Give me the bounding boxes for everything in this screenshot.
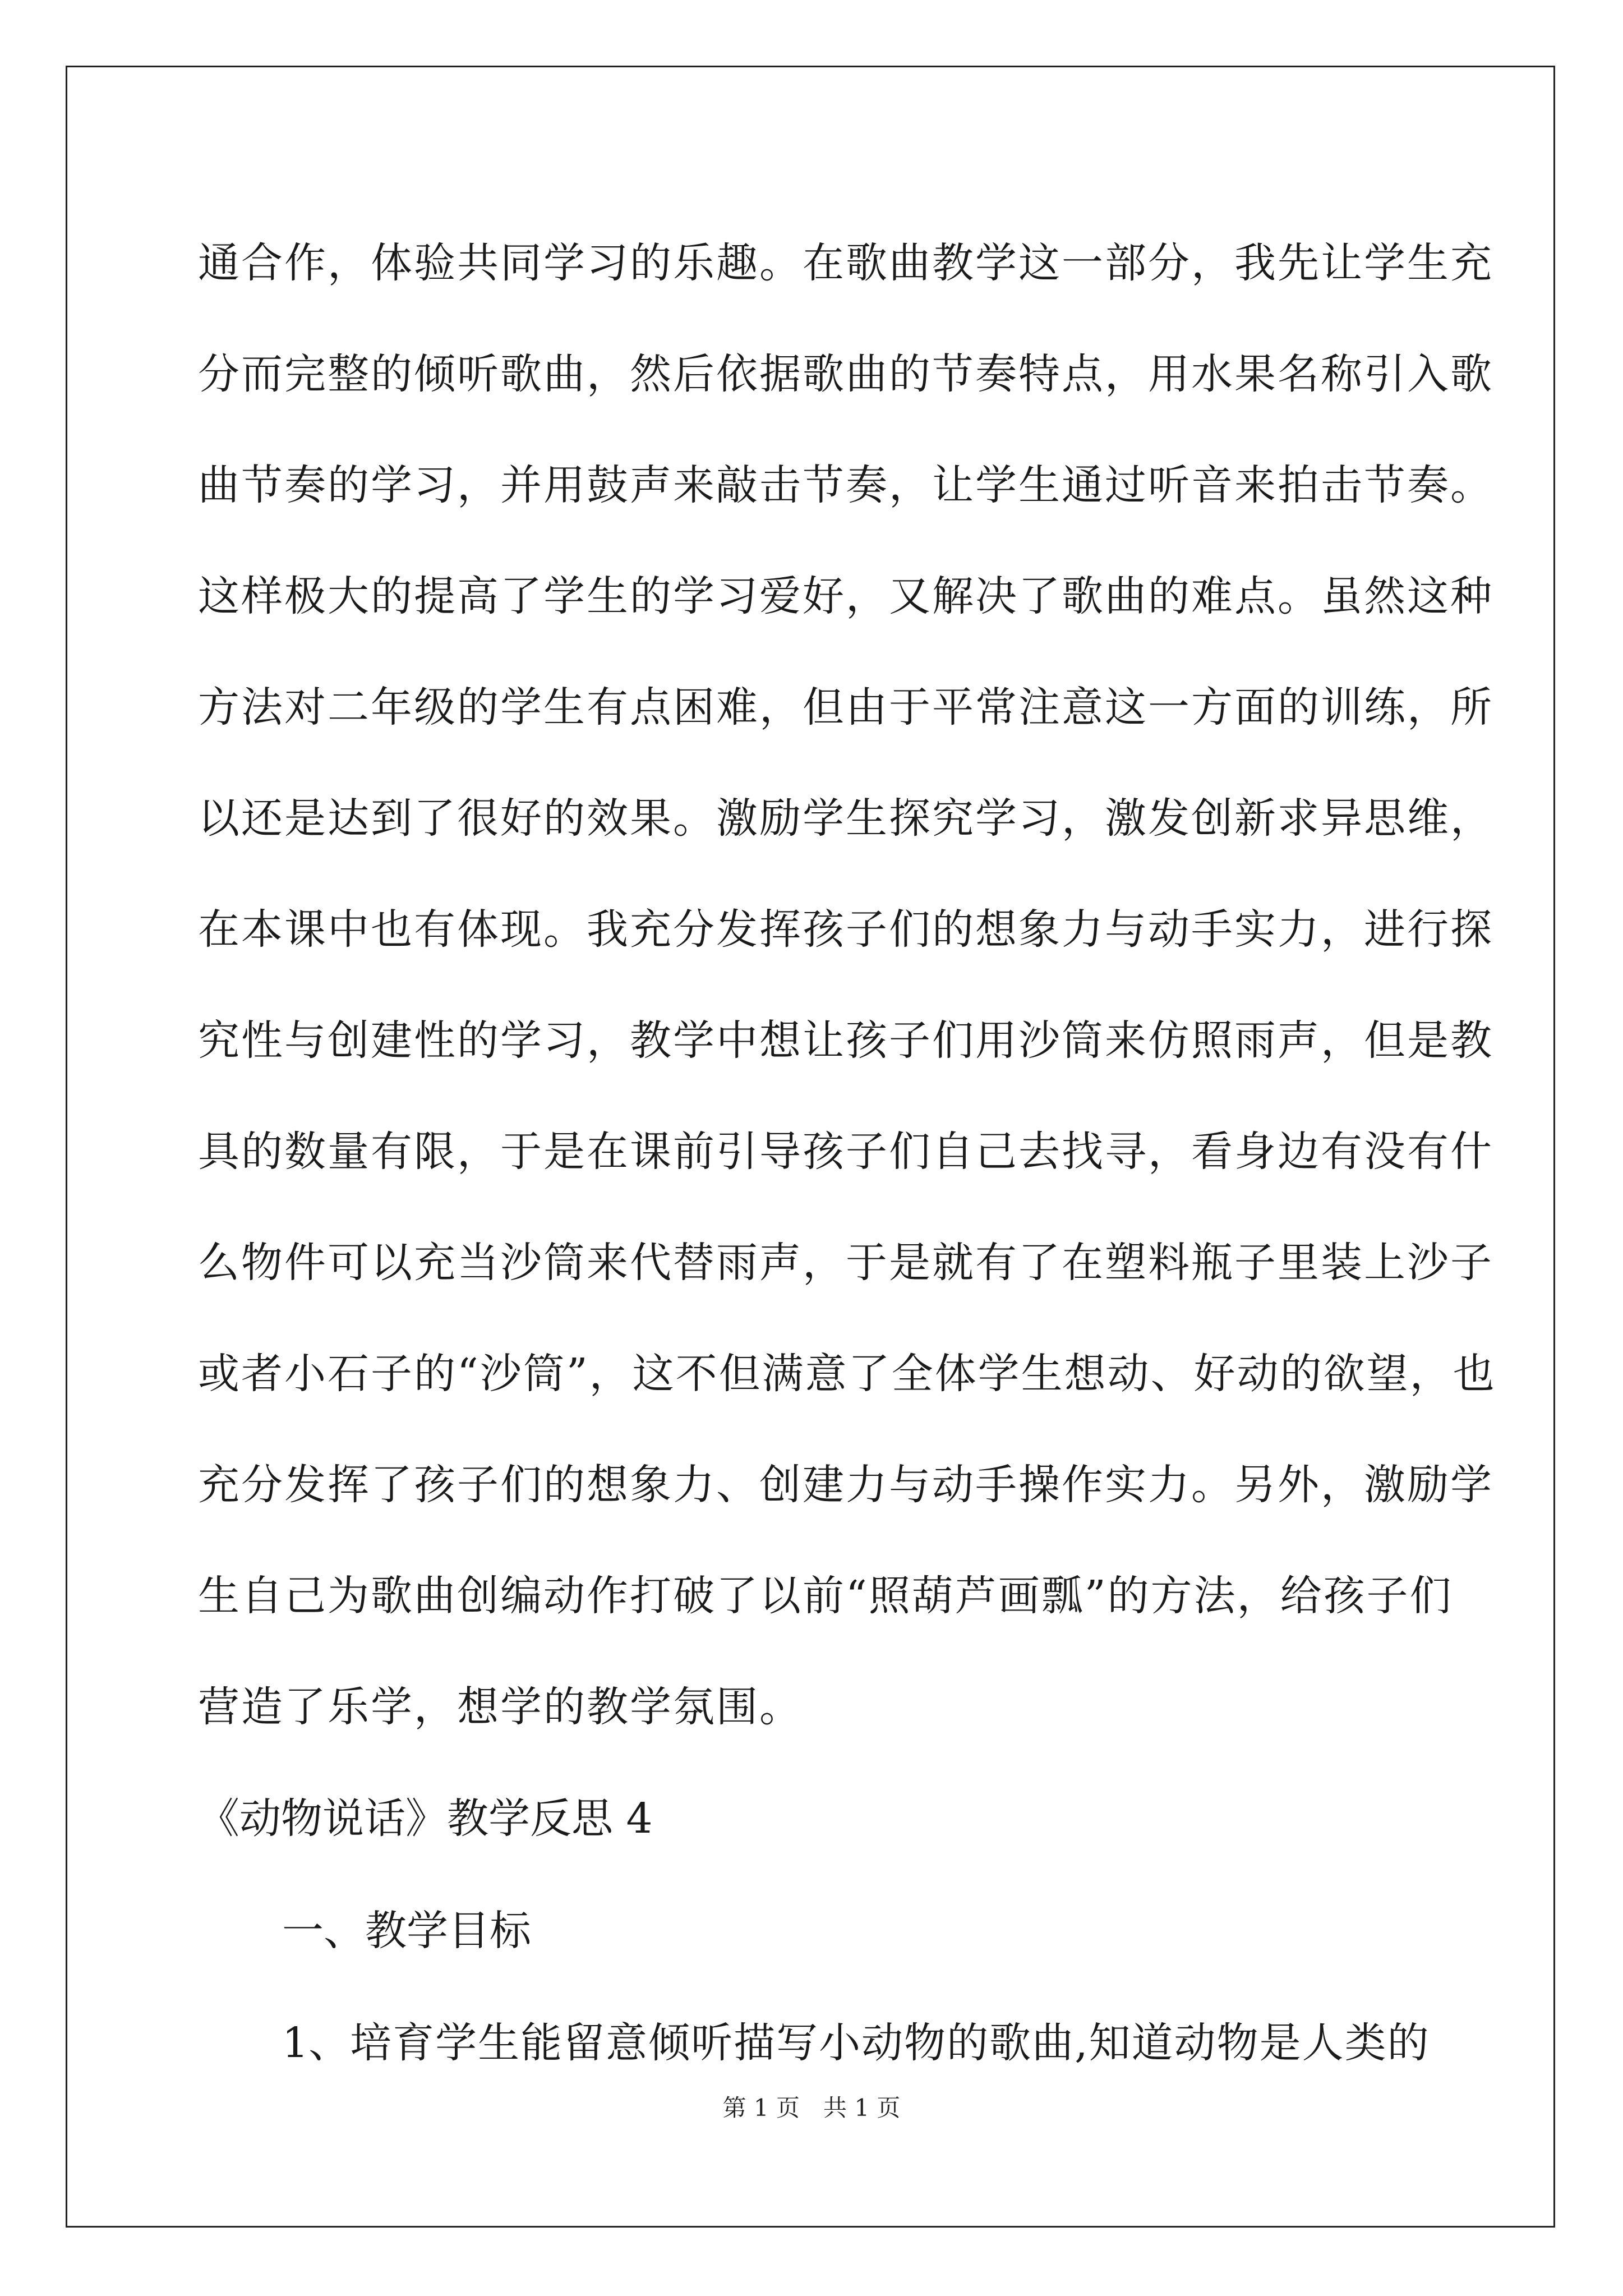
body-line-13: 生自己为歌曲创编动作打破了以前“照葫芦画瓢”的方法，给孩子们 (198, 1572, 1453, 1620)
body-line-12: 充分发挥了孩子们的想象力、创建力与动手操作实力。另外，激励学 (198, 1461, 1493, 1509)
section-title: 《动物说话》教学反思 4 (198, 1795, 653, 1843)
body-line-4: 这样极大的提高了学生的学习爱好，又解决了歌曲的难点。虽然这种 (198, 572, 1493, 620)
body-line-3: 曲节奏的学习，并用鼓声来敲击节奏，让学生通过听音来拍击节奏。 (198, 461, 1493, 509)
body-line-14: 营造了乐学，想学的教学氛围。 (198, 1683, 803, 1731)
page-footer: 第 1 页 共 1 页 (722, 2094, 901, 2122)
list-item-number: 1、 (282, 2019, 351, 2067)
subheading: 一、教学目标 (282, 1907, 531, 1955)
body-line-10: 么物件可以充当沙筒来代替雨声，于是就有了在塑料瓶子里装上沙子 (198, 1239, 1493, 1287)
list-item (198, 1987, 1430, 2099)
body-line-5: 方法对二年级的学生有点困难，但由于平常注意这一方面的训练，所 (198, 683, 1493, 731)
body-line-6: 以还是达到了很好的效果。激励学生探究学习，激发创新求异思维， (198, 794, 1493, 843)
body-line-7: 在本课中也有体现。我充分发挥孩子们的想象力与动手实力，进行探 (198, 905, 1493, 954)
body-line-8: 究性与创建性的学习，教学中想让孩子们用沙筒来仿照雨声，但是教 (198, 1016, 1493, 1065)
body-line-9: 具的数量有限，于是在课前引导孩子们自己去找寻，看身边有没有什 (198, 1128, 1493, 1176)
list-item-text: 培育学生能留意倾听描写小动物的歌曲,知道动物是人类的 (350, 2019, 1430, 2067)
body-line-11: 或者小石子的“沙筒”，这不但满意了全体学生想动、好动的欲望，也 (198, 1350, 1496, 1398)
document-body (198, 208, 1496, 2099)
body-line-1: 通合作，体验共同学习的乐趣。在歌曲教学这一部分，我先让学生充 (198, 239, 1493, 287)
body-line-2: 分而完整的倾听歌曲，然后依据歌曲的节奏特点，用水果名称引入歌 (198, 350, 1493, 398)
